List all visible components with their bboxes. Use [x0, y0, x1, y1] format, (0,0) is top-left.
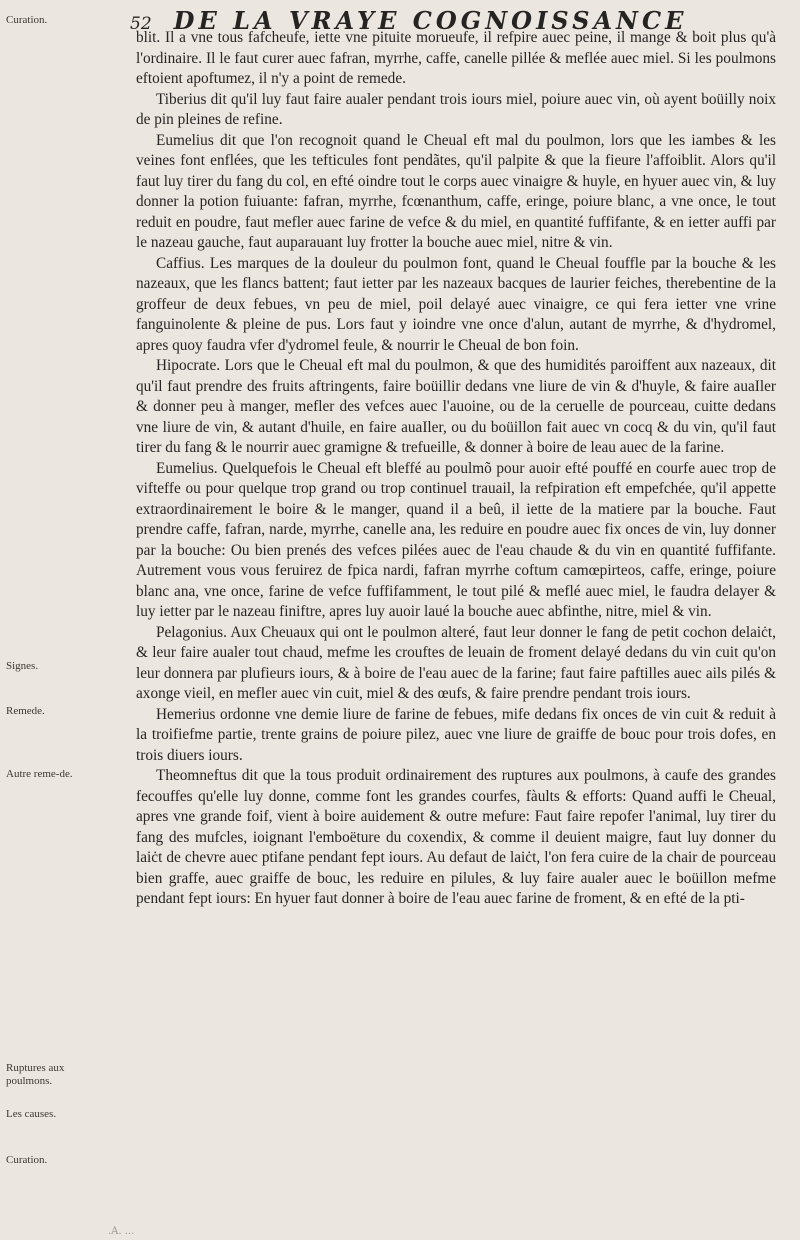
paragraph: Theomneftus dit que la tous produit ordinairement des ruptures aux poulmons, à caufe des grandes fecouffes qu'elle luy donne, comme font les grandes courfes, fàults & efforts: Quand auffi le Cheual, apres vne grande foif, vient à boire auidement & outre mefure: Faut faire repofer l'animal, luy tirer du fang des mufcles, ioignant l'emboëture du coxendix, & comme il deuient maigre, faut luy donner du laiċt de chevre auec ptifane pendant fept iours. Au defaut de laiċt, l'on fera cuire de la chair de pourceau bien graffe, auec graiffe de bouc, les reduire en pilules, & luy faire aualer auec le boüillon mefme pendant fept iours: En hyuer faut donner à boire de l'eau auec farine de froment, & en efté de la pti-	[136, 767, 776, 907]
body-text	[136, 28, 776, 910]
page-title: DE LA VRAYE COGNOISSANCE	[173, 6, 688, 35]
margin-note-other-remedy: Autre reme-de.	[6, 768, 73, 780]
margin-note-curation: Curation.	[6, 14, 48, 26]
page-number: 52	[130, 14, 152, 34]
paragraph: Eumelius dit que l'on recognoit quand le Cheual eft mal du poulmon, lors que les iambes & les veines font enflées, que les tefticules font pendãtes, qu'il palpite & que la fieure l'affoiblit. Alors qu'il faut luy tirer du fang du col, en efté oindre tout le corps auec vinaigre & huyle, en hyuer auec vin, & luy donner la potion fuiuante: fafran, myrrhe, fcœnanthum, caffe, eringe, poiure blanc, a vne once, le tout reduit en poudre, faut mefler auec farine de vefce & du miel, en quantité fuffifante, & en ietter auffi par le nazeau gauche, faut auparauant luy frotter la bouche auec miel, nitre & vin.	[136, 131, 776, 251]
margin-note-curation-2: Curation.	[6, 1154, 48, 1166]
margin-note-ruptures: Ruptures aux poulmons.	[6, 1062, 65, 1087]
paragraph: Eumelius. Quelquefois le Cheual eft bleffé au poulmõ pour auoir efté pouffé en courfe auec trop de vifteffe ou pour quelque trop grand ou trop continuel trauail, la refpiration eft empefchée, qu'il appette extraordinairement le boire & le manger, quand il a beû, il iette de la matiere par la bouche. Faut prendre caffe, fafran, narde, myrrhe, canelle ana, les reduire en poudre auec fix onces de vin, luy donner par la bouche: Ou bien prenés des vefces pilées auec de l'eau chaude & du vin en quantité fuffifante. Autrement vous vous feruirez de fpica nardi, fafran myrrhe coftum camœpirteos, caffe, eringe, poiure blanc ana, vne once, farine de vefce fuffifamment, le tout pilé & meflé auec miel, le faudra delayer & luy ietter par le nazeau finiftre, apres luy auoir laué la bouche auec abfinthe, nitre, miel & vin.	[136, 459, 776, 620]
paragraph: blit. Il a vne tous fafcheufe, iette vne pituite morueufe, il refpire auec peine, il mange & boit plus qu'à l'ordinaire. Il le faut curer auec fafran, myrrhe, caffe, canelle pillée & meflée auec miel. Si les poulmons eftoient apoftumez, il n'y a point de remede.	[136, 29, 776, 87]
margin-note-remedy: Remede.	[6, 705, 45, 717]
margin-note-causes: Les causes.	[6, 1108, 57, 1120]
margin-note-signs: Signes.	[6, 660, 39, 672]
footer-mark: .A. ...	[108, 1226, 135, 1237]
paragraph: Caffius. Les marques de la douleur du poulmon font, quand le Cheual fouffle par la bouche & les nazeaux, que les flancs battent; faut ietter par les nazeaux bacques de laurier feiches, therebentine de la groffeur de deux febues, vn peu de miel, poil delayé auec vinaigre, ce qui fera ietter vne vrine fanguinolente & pleine de pus. Lors faut y ioindre vne once d'alun, autant de myrrhe, & d'hydromel, apres quoy faudra vfer d'ydromel feule, & nourrir le Cheual de bon foin.	[136, 254, 776, 354]
paragraph: Hipocrate. Lors que le Cheual eft mal du poulmon, & que des humidités paroiffent aux nazeaux, dit qu'il faut prendre des fruits aftringents, faire boüillir dedans vne liure de vin & d'huyle, & faire auaIler & donner peu à manger, mefler des vefces auec l'auoine, ou de la ceruelle de pourceau, cuitte dedans vne liure de vin, & autant d'huile, en faire auaIler, ou du boüillon fait auec vn cocq & du vin, qu'il faut tirer du fang & le nourrir auec gramigne & trefueille, & donner à boire de leau auec de la farine.	[136, 357, 776, 456]
paragraph: Pelagonius. Aux Cheuaux qui ont le poulmon alteré, faut leur donner le fang de petit cochon delaiċt, & leur faire aualer tout chaud, mefme les crouftes de leuain de froment delayé dedans du vin cuit qu'on leur donnera par plufieurs iours, & à boire de l'eau auec de la farine; faut faire paftilles auec ails pilés & axonge vieil, en mefler auec vin cuit, miel & des œufs, & faire prendre pendant trois iours.	[136, 623, 776, 702]
paragraph: Hemerius ordonne vne demie liure de farine de febues, mife dedans fix onces de vin cuit & reduit à la troifiefme partie, trente grains de poiure pilez, auec vne liure de graiffe de bouc pour trois dofes, en trois diuers iours.	[136, 705, 776, 764]
paragraph: Tiberius dit qu'il luy faut faire aualer pendant trois iours miel, poiure auec vin, où ayent boüilly noix de pin pleines de refine.	[136, 90, 776, 128]
